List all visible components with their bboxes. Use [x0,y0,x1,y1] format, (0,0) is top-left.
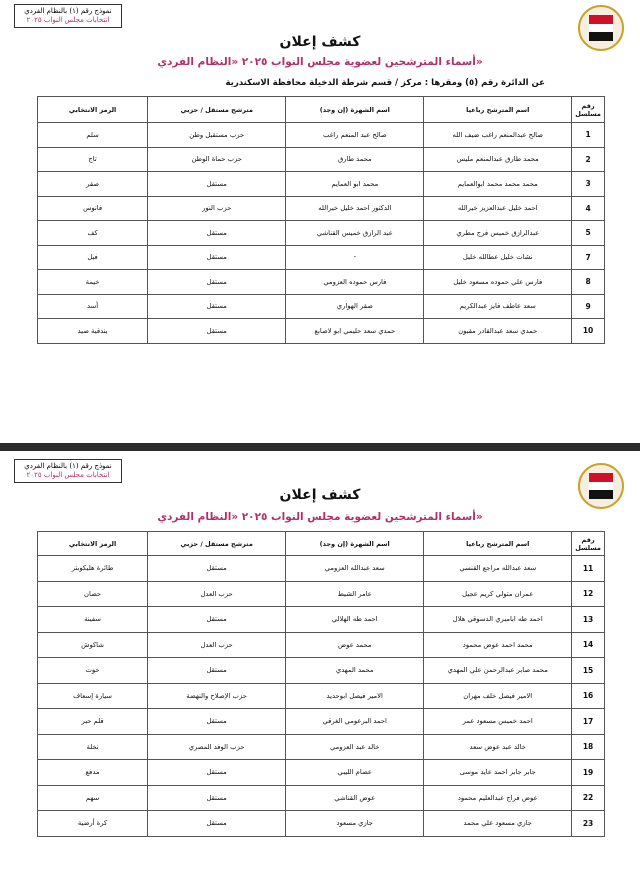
cell-name: خالد عبد عوض سعد [424,734,572,760]
cell-fame: فارس حموده العزومي [286,270,424,295]
cell-type: حزب الإصلاح والنهضة [148,683,286,709]
cell-type: حزب العدل [148,581,286,607]
cell-num: 19 [572,760,605,786]
document-page-2 [0,451,640,873]
col-symbol: الرمز الانتخابي [38,532,148,556]
cell-name: احمد خميس مسعود عمر [424,709,572,735]
form-number-box [14,4,122,28]
candidates-table [37,96,605,344]
table-row [38,785,605,811]
cell-num: 14 [572,632,605,658]
cell-symbol: كرة أرضية [38,811,148,837]
cell-type: مستقل [148,658,286,684]
cell-type: مستقل [148,607,286,633]
cell-fame: عبد الرازق خميس القناشي [286,221,424,246]
table-row [38,123,605,148]
cell-num: 9 [572,294,605,319]
cell-symbol: سلم [38,123,148,148]
cell-fame: الدكتور احمد خليل خيرالله [286,196,424,221]
cell-num: 17 [572,709,605,735]
cell-num: 7 [572,245,605,270]
cell-num: 13 [572,607,605,633]
cell-num: 11 [572,556,605,582]
cell-type: مستقل [148,172,286,197]
table-row [38,294,605,319]
table-row [38,581,605,607]
page-subtitle: أسماء المترشحين لعضوية مجلس النواب ٢٠٢٥ «النظام الفردي» [157,511,483,523]
cell-symbol: صقر [38,172,148,197]
cell-symbol: طائرة هليكوبتر [38,556,148,582]
cell-fame: عوض القناشي [286,785,424,811]
cell-symbol: فانوس [38,196,148,221]
cell-num: 1 [572,123,605,148]
cell-name: نشات خليل عطالله خليل [424,245,572,270]
cell-num: 10 [572,319,605,344]
cell-symbol: سيارة إسعاف [38,683,148,709]
cell-num: 8 [572,270,605,295]
cell-symbol: كف [38,221,148,246]
cell-symbol: حصان [38,581,148,607]
cell-name: احمد خليل عبدالعزيز خيرالله [424,196,572,221]
cell-symbol: فيل [38,245,148,270]
col-name: اسم المترشح رباعيا [424,532,572,556]
col-fame: اسم الشهرة (إن وجد) [286,532,424,556]
table-row [38,147,605,172]
page-subtitle: أسماء المترشحين لعضوية مجلس النواب ٢٠٢٥ «النظام الفردي» [157,56,483,68]
cell-name: سعد عبدالله مراجع القنسي [424,556,572,582]
cell-name: محمد احمد عوض محمود [424,632,572,658]
cell-name: جازي مسعود علي محمد [424,811,572,837]
cell-symbol: حوت [38,658,148,684]
table-row [38,683,605,709]
cell-name: محمد صابر عبدالرحمن علي المهدي [424,658,572,684]
table-row [38,811,605,837]
cell-fame: محمد طارق [286,147,424,172]
cell-type: مستقل [148,319,286,344]
table-row [38,245,605,270]
cell-type: مستقل [148,221,286,246]
cell-fame: الامير فيصل ابوحديد [286,683,424,709]
col-fame: اسم الشهرة (إن وجد) [286,97,424,123]
table-row [38,556,605,582]
cell-name: صالح عبدالمنعم راغب ضيف الله [424,123,572,148]
table-row [38,709,605,735]
table-row [38,632,605,658]
table-row [38,319,605,344]
table-row [38,172,605,197]
cell-fame: محمد عوض [286,632,424,658]
cell-type: مستقل [148,556,286,582]
cell-type: مستقل [148,709,286,735]
table-row [38,760,605,786]
col-number: رقم مسلسل [572,97,605,123]
form-number-line: نموذج رقم (١) بالنظام الفردي [24,462,112,470]
candidates-table [37,531,605,837]
form-election-line: انتخابات مجلس النواب ٢٠٢٥ [26,471,110,479]
cell-name: حمدي سعد عبدالقادر مقبون [424,319,572,344]
col-name: اسم المترشح رباعيا [424,97,572,123]
page-title: كشف إعلان [279,34,361,50]
cell-symbol: بندقية صيد [38,319,148,344]
cell-name: محمد محمد محمد ابوالعمايم [424,172,572,197]
cell-type: حزب مستقبل وطن [148,123,286,148]
cell-name: جابر جابر احمد عايد موسى [424,760,572,786]
cell-symbol: تاج [38,147,148,172]
cell-fame: محمد ابو العمايم [286,172,424,197]
col-type: مترشح مستقل / حزبي [148,97,286,123]
cell-fame: سعد عبدالله العزومي [286,556,424,582]
table-row [38,196,605,221]
table-row [38,270,605,295]
cell-type: حزب حماة الوطن [148,147,286,172]
table-row [38,734,605,760]
cell-name: عوض فراج عبدالعليم محمود [424,785,572,811]
cell-type: مستقل [148,811,286,837]
cell-num: 18 [572,734,605,760]
cell-name: الامير فيصل خلف مهران [424,683,572,709]
cell-num: 22 [572,785,605,811]
cell-fame: خالد عبد العزومي [286,734,424,760]
cell-name: عبدالرازق خميس فرج مطري [424,221,572,246]
cell-fame: عامر الشيط [286,581,424,607]
cell-num: 2 [572,147,605,172]
cell-type: حزب الوفد المصري [148,734,286,760]
form-number-box [14,459,122,483]
cell-num: 23 [572,811,605,837]
cell-fame: محمد المهدي [286,658,424,684]
cell-symbol: قلم حبر [38,709,148,735]
cell-symbol: مدفع [38,760,148,786]
cell-num: 16 [572,683,605,709]
cell-num: 5 [572,221,605,246]
cell-fame: عصام الليبي [286,760,424,786]
cell-symbol: خيمة [38,270,148,295]
cell-type: حزب العدل [148,632,286,658]
col-number: رقم مسلسل [572,532,605,556]
cell-name: سعد عاطف فايز عبدالكريم [424,294,572,319]
table-row [38,658,605,684]
cell-name: احمد طه ابامبري الدسوقي هلال [424,607,572,633]
page-title: كشف إعلان [279,487,361,503]
cell-fame: احمد البرعومي الغرقي [286,709,424,735]
cell-fame: احمد طه الهلالي [286,607,424,633]
form-election-line: انتخابات مجلس النواب ٢٠٢٥ [26,16,110,24]
cell-num: 12 [572,581,605,607]
cell-fame: جازي مسعود [286,811,424,837]
cell-symbol: شاكوش [38,632,148,658]
cell-type: مستقل [148,785,286,811]
cell-name: عمران متولي كريم عجيل [424,581,572,607]
cell-name: فارس علي حموده مسعود خليل [424,270,572,295]
cell-fame: صقر الهواري [286,294,424,319]
cell-symbol: سفينة [38,607,148,633]
district-info: عن الدائرة رقم (٥) ومقرها : مركز / قسم شرطة الدخيلة محافظة الاسكندرية [225,78,545,88]
table-row [38,221,605,246]
cell-type: مستقل [148,294,286,319]
cell-fame: - [286,245,424,270]
cell-type: حزب النور [148,196,286,221]
cell-num: 15 [572,658,605,684]
cell-fame: حمدي سعد حليمي ابو لاصابع [286,319,424,344]
cell-num: 4 [572,196,605,221]
cell-symbol: سهم [38,785,148,811]
cell-type: مستقل [148,760,286,786]
table-row [38,607,605,633]
cell-num: 3 [572,172,605,197]
col-type: مترشح مستقل / حزبي [148,532,286,556]
form-number-line: نموذج رقم (١) بالنظام الفردي [24,7,112,15]
cell-fame: صالح عبد المنعم راغب [286,123,424,148]
cell-type: مستقل [148,270,286,295]
cell-symbol: نخلة [38,734,148,760]
col-symbol: الرمز الانتخابي [38,97,148,123]
cell-symbol: أسد [38,294,148,319]
cell-name: محمد طارق عبدالمنعم مليس [424,147,572,172]
cell-type: مستقل [148,245,286,270]
